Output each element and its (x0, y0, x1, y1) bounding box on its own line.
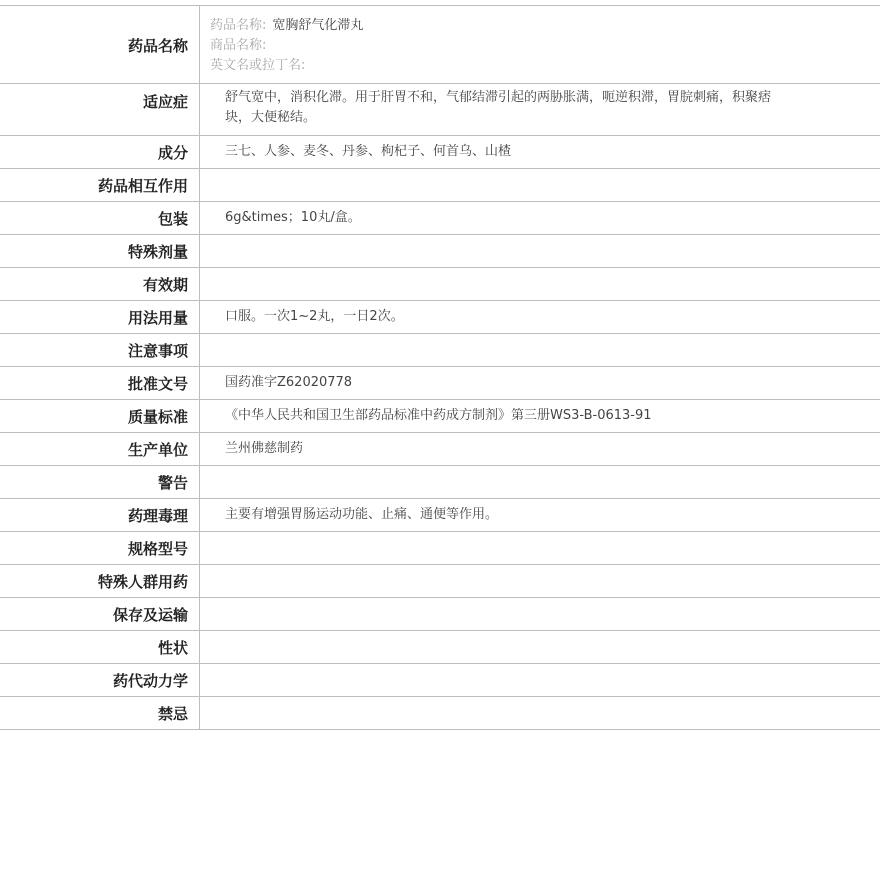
row-drug-interactions (0, 169, 880, 202)
row-value: 三七、人参、麦冬、丹参、枸杞子、何首乌、山楂 (225, 144, 512, 159)
trade-name-line (210, 36, 790, 56)
row-value (200, 334, 880, 366)
row-label: 适应症 (0, 84, 200, 135)
row-special-populations (0, 565, 880, 598)
row-label: 警告 (0, 466, 200, 498)
english-name-line (210, 56, 790, 76)
row-special-dosage (0, 235, 880, 268)
row-pharmacokinetics (0, 664, 880, 697)
row-value: 舒气宽中，消积化滞。用于肝胃不和，气郁结滞引起的两胁胀满，呃逆积滞，胃脘刺痛，积聚痞块，大便秘结。 (225, 90, 772, 125)
row-contraindications (0, 697, 880, 730)
row-warning (0, 466, 880, 499)
row-value: 《中华人民共和国卫生部药品标准中药成方制剂》第三册WS3-B-0613-91 (225, 408, 652, 423)
row-ingredients (0, 136, 880, 169)
row-specification (0, 532, 880, 565)
row-label: 药代动力学 (0, 664, 200, 696)
row-label: 性状 (0, 631, 200, 663)
row-pharmacology (0, 499, 880, 532)
row-label: 包装 (0, 202, 200, 234)
row-value (200, 532, 880, 564)
row-value: 口服。一次1~2丸，一日2次。 (225, 309, 404, 324)
row-value (200, 664, 880, 696)
drug-name-line (210, 16, 790, 36)
row-quality-standard (0, 400, 880, 433)
row-label: 禁忌 (0, 697, 200, 729)
row-approval-number (0, 367, 880, 400)
row-precautions (0, 334, 880, 367)
row-value (200, 235, 880, 267)
drug-info-table (0, 5, 880, 730)
row-label: 规格型号 (0, 532, 200, 564)
row-value (200, 466, 880, 498)
row-value: 国药准字Z62020778 (225, 375, 353, 390)
row-label: 有效期 (0, 268, 200, 300)
row-expiry (0, 268, 880, 301)
row-usage-dosage (0, 301, 880, 334)
row-value (200, 6, 880, 83)
row-appearance (0, 631, 880, 664)
row-label: 用法用量 (0, 301, 200, 333)
row-indications (0, 84, 880, 136)
row-value (200, 697, 880, 729)
row-value (200, 169, 880, 201)
row-label: 药品相互作用 (0, 169, 200, 201)
row-value (200, 598, 880, 630)
drug-name-value: 宽胸舒气化滞丸 (272, 18, 364, 33)
row-packaging (0, 202, 880, 235)
row-value: 6g&times；10丸/盒。 (225, 210, 361, 225)
row-label: 药理毒理 (0, 499, 200, 531)
row-label: 药品名称 (0, 6, 200, 83)
row-storage-transport (0, 598, 880, 631)
row-label: 批准文号 (0, 367, 200, 399)
row-label: 质量标准 (0, 400, 200, 432)
row-label: 保存及运输 (0, 598, 200, 630)
trade-name-key: 商品名称: (210, 38, 267, 53)
row-label: 注意事项 (0, 334, 200, 366)
row-label: 生产单位 (0, 433, 200, 465)
row-label: 成分 (0, 136, 200, 168)
row-drug-name (0, 6, 880, 84)
english-name-key: 英文名或拉丁名: (210, 58, 306, 73)
row-value: 主要有增强胃肠运动功能、止痛、通便等作用。 (225, 507, 499, 522)
row-value (200, 268, 880, 300)
row-value: 兰州佛慈制药 (225, 441, 304, 456)
row-manufacturer (0, 433, 880, 466)
drug-name-key: 药品名称: (210, 18, 267, 33)
row-label: 特殊人群用药 (0, 565, 200, 597)
row-value (200, 631, 880, 663)
row-value (200, 565, 880, 597)
row-label: 特殊剂量 (0, 235, 200, 267)
